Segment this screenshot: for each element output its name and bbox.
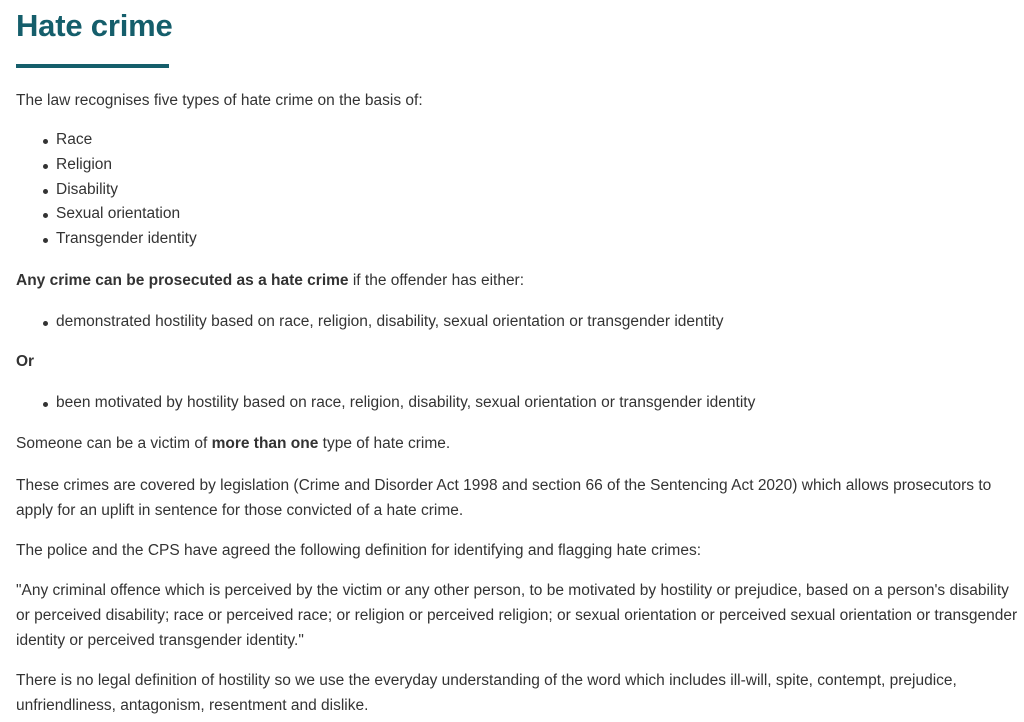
definition-quote: "Any criminal offence which is perceived by the victim or any other person, to be motivated by hostility or prejudice, based on a person's disability or perceived disability; race or perceived race; or religion or perceived religion; or sexual orientation or perceived sexual orientation or transgender identity or perceived transgender identity."	[16, 582, 1018, 649]
condition-list-2	[16, 391, 755, 416]
prosecuted-bold: Any crime can be prosecuted as a hate crime	[16, 272, 349, 289]
list-item: Transgender identity	[56, 227, 197, 252]
title-underline	[16, 64, 169, 68]
list-item: Sexual orientation	[56, 202, 197, 227]
list-item: Religion	[56, 153, 197, 178]
list-item: been motivated by hostility based on race, religion, disability, sexual orientation or transgender identity	[56, 391, 755, 416]
list-item: demonstrated hostility based on race, religion, disability, sexual orientation or transgender identity	[56, 310, 723, 335]
prosecuted-rest: if the offender has either:	[348, 272, 525, 289]
victim-paragraph: Someone can be a victim of more than one type of hate crime.	[16, 435, 451, 452]
prosecuted-paragraph	[16, 268, 1020, 293]
list-item: Race	[56, 128, 197, 153]
or-label: Or	[16, 353, 35, 370]
condition-list-1	[16, 310, 723, 335]
legislation-paragraph: These crimes are covered by legislation (Crime and Disorder Act 1998 and section 66 of the Sentencing Act 2020) which allows prosecutors to apply for an uplift in sentence for those convicted of a hate crime.	[16, 477, 992, 519]
hostility-paragraph: There is no legal definition of hostility so we use the everyday understanding of the word which includes ill-will, spite, contempt, prejudice, unfriendliness, antagonism, resentment and dislike.	[16, 672, 957, 714]
page-title: Hate crime	[16, 8, 173, 43]
hate-crime-types-list	[16, 128, 197, 252]
list-item: Disability	[56, 178, 197, 203]
intro-paragraph: The law recognises five types of hate crime on the basis of:	[16, 92, 423, 109]
definition-intro-paragraph: The police and the CPS have agreed the following definition for identifying and flagging hate crimes:	[16, 542, 702, 559]
